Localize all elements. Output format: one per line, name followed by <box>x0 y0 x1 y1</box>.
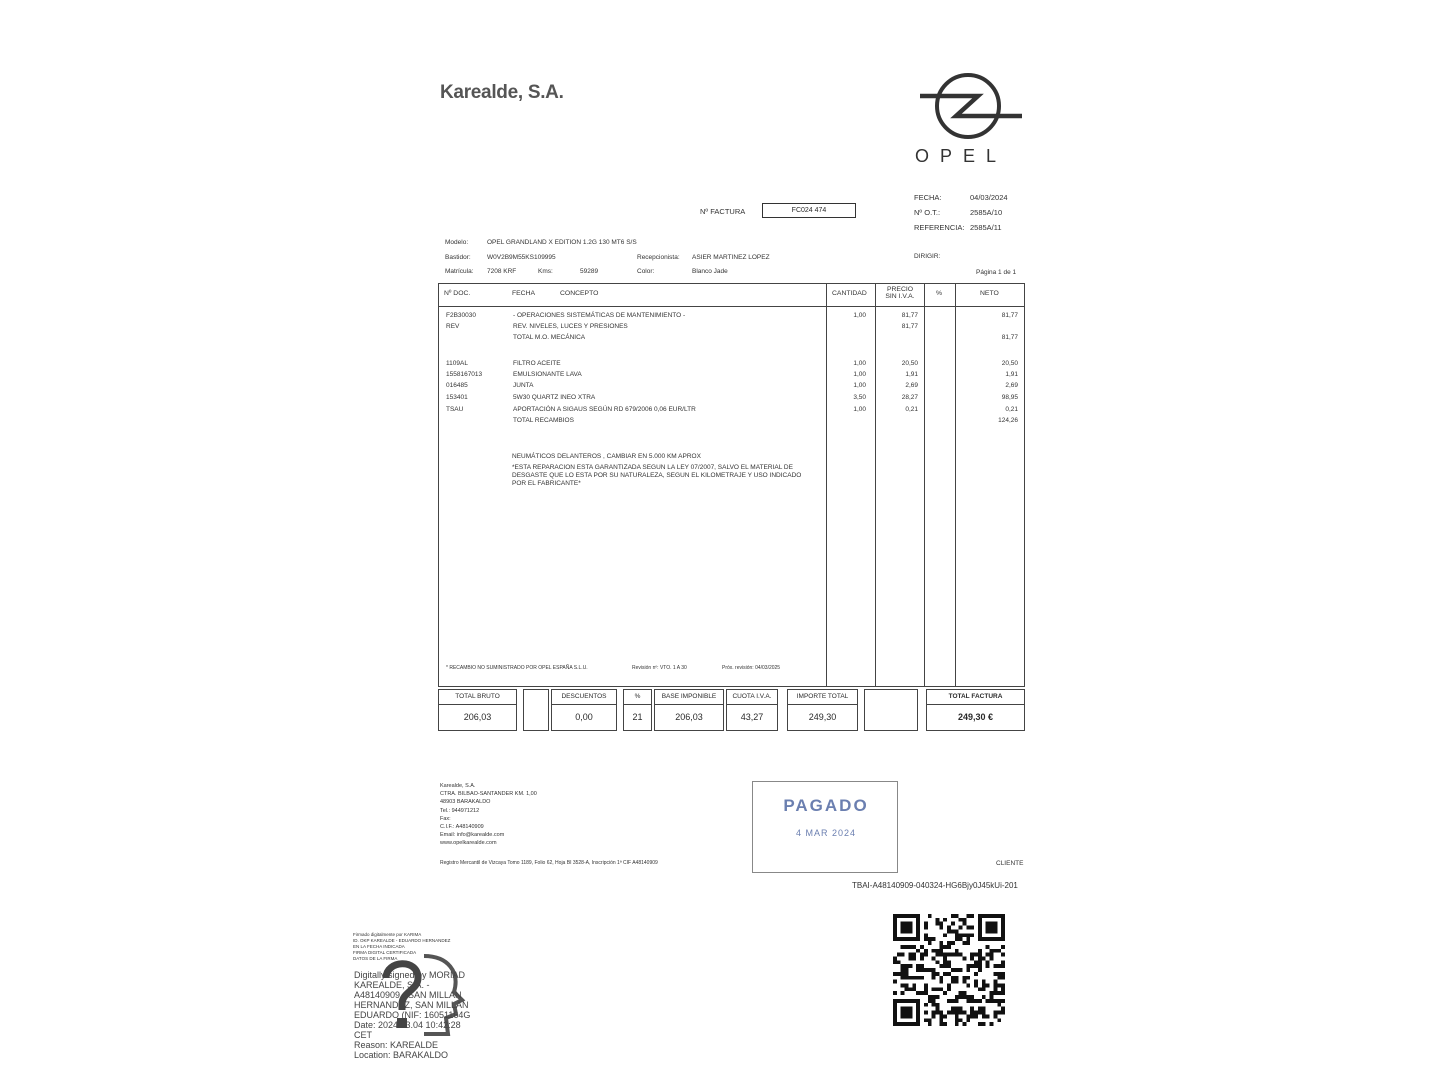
qr-code-icon <box>892 914 1006 1026</box>
signature-line: Location: BARAKALDO <box>354 1050 449 1060</box>
ot-value: 2585A/10 <box>970 208 1003 217</box>
cell-concepto: REV. NIVELES, LUCES Y PRESIONES <box>513 323 628 330</box>
cell-precio: 81,77 <box>901 323 918 330</box>
bastidor-value: W0V2B9M55KS109995 <box>487 254 556 261</box>
paid-stamp-text: PAGADO <box>783 796 869 815</box>
pct-label: % <box>624 690 651 705</box>
cell-concepto: JUNTA <box>513 382 534 389</box>
total-bruto-box <box>438 689 517 731</box>
cell-cantidad: 1,00 <box>853 406 866 413</box>
footer-line: 48903 BARAKALDO <box>440 799 491 806</box>
col-header-pct: % <box>936 290 943 297</box>
invoice-number-label: Nº FACTURA <box>700 207 746 216</box>
cell-neto: 0,21 <box>1005 406 1018 413</box>
cell-precio: 20,50 <box>901 360 918 367</box>
footnote-revision: Revisión nº: VTO. 1 A 30 <box>632 665 687 671</box>
cell-concepto: 5W30 QUARTZ INEO XTRA <box>513 394 596 401</box>
note-line: NEUMÁTICOS DELANTEROS , CAMBIAR EN 5.000 KM APROX <box>512 453 701 460</box>
note-line: DESGASTE QUE LO ESTA POR SU NATURALEZA, SEGUN EL KILOMETRAJE Y USO INDICADO <box>512 472 802 479</box>
footer-line: Fax: <box>440 815 451 822</box>
cell-concepto: APORTACIÓN A SIGAUS SEGÚN RD 679/2006 0,06 EUR/LTR <box>513 406 696 413</box>
signature-line: KAREALDE, S.A. - <box>354 980 430 990</box>
signature-line: HERNANDEZ, SAN MILLAN <box>354 1000 469 1010</box>
cell-neto: 2,69 <box>1005 382 1018 389</box>
matricula-label: Matrícula: <box>445 268 474 275</box>
cell-concepto: TOTAL RECAMBIOS <box>513 417 574 424</box>
footer-line: C.I.F.: A48140909 <box>440 824 484 830</box>
cell-concepto: TOTAL M.O. MECÁNICA <box>513 334 586 341</box>
cell-neto: 98,95 <box>1001 394 1018 401</box>
company-name: Karealde, S.A. <box>440 82 564 103</box>
total-factura-label: TOTAL FACTURA <box>927 690 1024 705</box>
signature-line: Date: 2024.03.04 10:42:28 <box>354 1020 461 1030</box>
col-header-neto: NETO <box>980 290 999 297</box>
empty-total-box <box>523 689 549 731</box>
total-bruto-label: TOTAL BRUTO <box>439 690 516 705</box>
kms-value: 59289 <box>580 268 599 275</box>
fecha-label: FECHA: <box>914 193 942 202</box>
paid-stamp-date: 4 MAR 2024 <box>795 828 857 838</box>
footer-line: Tel.: 944971212 <box>440 807 480 814</box>
signature-line: Reason: KAREALDE <box>354 1040 439 1050</box>
footer-line: CTRA. BILBAO-SANTANDER KM. 1,00 <box>440 791 537 798</box>
col-header-fecha: FECHA <box>512 290 536 297</box>
column-divider <box>924 283 925 687</box>
col-header-cantidad: CANTIDAD <box>832 290 867 297</box>
signature-header-line: DATOS DE LA FIRMA <box>353 956 398 961</box>
referencia-value: 2585A/11 <box>970 223 1002 232</box>
cuota-iva-label: CUOTA I.V.A. <box>727 690 777 705</box>
cell-precio: 2,69 <box>905 382 918 389</box>
matricula-value: 7208 KRF <box>487 268 517 275</box>
footer-line: Karealde, S.A. <box>440 783 476 789</box>
color-value: Blanco Jade <box>692 268 728 275</box>
cuota-iva-box <box>726 689 778 731</box>
footer-line: Email: info@karealde.com <box>440 832 505 839</box>
page-number: Página 1 de 1 <box>976 269 1017 276</box>
footer-line: www.opelkarealde.com <box>440 840 497 847</box>
cell-cantidad: 1,00 <box>853 371 866 378</box>
cell-concepto: - OPERACIONES SISTEMÁTICAS DE MANTENIMIENTO - <box>513 312 686 319</box>
cell-doc: 153401 <box>446 394 468 401</box>
signature-line: EDUARDO (NIF: 16051164G <box>354 1010 471 1020</box>
cell-concepto: EMULSIONANTE LAVA <box>513 371 582 378</box>
base-imponible-value: 206,03 <box>675 712 703 722</box>
fecha-value: 04/03/2024 <box>970 193 1008 202</box>
cell-doc: REV <box>446 323 460 330</box>
col-header-precio: PRECIO SIN I.V.A. <box>885 286 915 300</box>
cell-doc: 016485 <box>446 382 468 389</box>
cell-cantidad: 1,00 <box>853 312 866 319</box>
cell-cantidad: 3,50 <box>853 394 866 401</box>
column-divider <box>826 283 827 687</box>
note-line: *ESTA REPARACION ESTA GARANTIZADA SEGUN LA LEY 07/2007, SALVO EL MATERIAL DE <box>512 464 793 471</box>
cell-concepto: FILTRO ACEITE <box>513 360 561 367</box>
cell-precio: 81,77 <box>901 312 918 319</box>
base-imponible-box <box>654 689 724 731</box>
cell-neto: 20,50 <box>1001 360 1018 367</box>
paid-stamp <box>752 781 898 873</box>
cell-doc: 1109AL <box>446 360 468 367</box>
total-factura-value: 249,30 € <box>957 712 994 722</box>
opel-logo-icon <box>918 70 1024 142</box>
importe-total-value: 249,30 <box>808 712 837 722</box>
referencia-label: REFERENCIA: <box>914 223 965 232</box>
registry-info: Registro Mercantil de Vizcaya Tomo 1189, Folio 62, Hoja BI 3528-A, Inscripción 1ª CIF A48140909 <box>440 860 658 866</box>
recepcionista-label: Recepcionista: <box>637 254 680 261</box>
cell-doc: F2B30030 <box>446 312 476 319</box>
total-factura-box <box>926 689 1025 731</box>
cell-neto: 1,91 <box>1005 371 1018 378</box>
ot-label: Nº O.T.: <box>914 208 941 217</box>
importe-total-label: IMPORTE TOTAL <box>788 690 857 705</box>
signature-line: CET <box>354 1030 372 1040</box>
cell-cantidad: 1,00 <box>853 360 866 367</box>
descuentos-box <box>551 689 617 731</box>
bastidor-label: Bastidor: <box>445 254 471 261</box>
color-label: Color: <box>637 268 655 275</box>
col-header-doc: Nº DOC. <box>444 290 471 297</box>
cell-neto: 81,77 <box>1001 334 1018 341</box>
pct-value: 21 <box>632 712 643 722</box>
column-divider <box>875 283 876 687</box>
base-imponible-label: BASE IMPONIBLE <box>655 690 723 705</box>
descuentos-value: 0,00 <box>575 712 593 722</box>
signature-header-line: FIRMA DIGITAL CERTIFICADA <box>353 950 417 955</box>
brand-wordmark: OPEL <box>915 146 1008 166</box>
modelo-label: Modelo: <box>445 239 469 246</box>
signature-line: Digitally signed by MORIAD <box>354 970 466 980</box>
modelo-value: OPEL GRANDLAND X EDITION 1.2G 130 MT6 S/S <box>487 239 637 246</box>
kms-label: Kms: <box>538 268 553 275</box>
cell-neto: 124,26 <box>998 417 1018 424</box>
signature-header-line: EN LA FECHA INDICADA <box>353 944 405 949</box>
column-divider <box>955 283 956 687</box>
signature-line: A48140909 - SAN MILLAN <box>354 990 462 1000</box>
cell-neto: 81,77 <box>1001 312 1018 319</box>
note-line: POR EL FABRICANTE* <box>512 480 581 487</box>
footnote-recambio: * RECAMBIO NO SUMINISTRADO POR OPEL ESPAÑA S.L.U. <box>446 665 588 671</box>
importe-total-box <box>787 689 858 731</box>
cell-precio: 0,21 <box>905 406 918 413</box>
descuentos-label: DESCUENTOS <box>552 690 616 705</box>
col-header-concepto: CONCEPTO <box>560 290 599 297</box>
cell-precio: 28,27 <box>901 394 918 401</box>
cell-doc: TSAU <box>446 406 464 413</box>
total-bruto-value: 206,03 <box>463 712 492 722</box>
pct-box <box>623 689 652 731</box>
cliente-label: CLIENTE <box>996 860 1024 867</box>
signature-header-line: Firmado digitalmente por KARIMA <box>353 932 422 937</box>
signature-details <box>354 970 470 1060</box>
cell-cantidad: 1,00 <box>853 382 866 389</box>
dirigir-label: DIRIGIR: <box>914 253 941 260</box>
tbai-code: TBAI-A48140909-040324-HG6Bjy0J45kUi-201 <box>852 881 1018 890</box>
recepcionista-value: ASIER MARTINEZ LOPEZ <box>692 254 770 261</box>
empty-total-box <box>864 689 918 731</box>
footnote-next-revision: Próx. revisión: 04/03/2025 <box>722 665 781 671</box>
cell-doc: 1558167013 <box>446 371 483 378</box>
cell-precio: 1,91 <box>905 371 918 378</box>
invoice-number: FC024 474 <box>762 203 856 218</box>
signature-header-line: ID. OKP KAREALDE - EDUARDO HERNANDEZ <box>353 938 451 943</box>
cuota-iva-value: 43,27 <box>740 712 764 722</box>
